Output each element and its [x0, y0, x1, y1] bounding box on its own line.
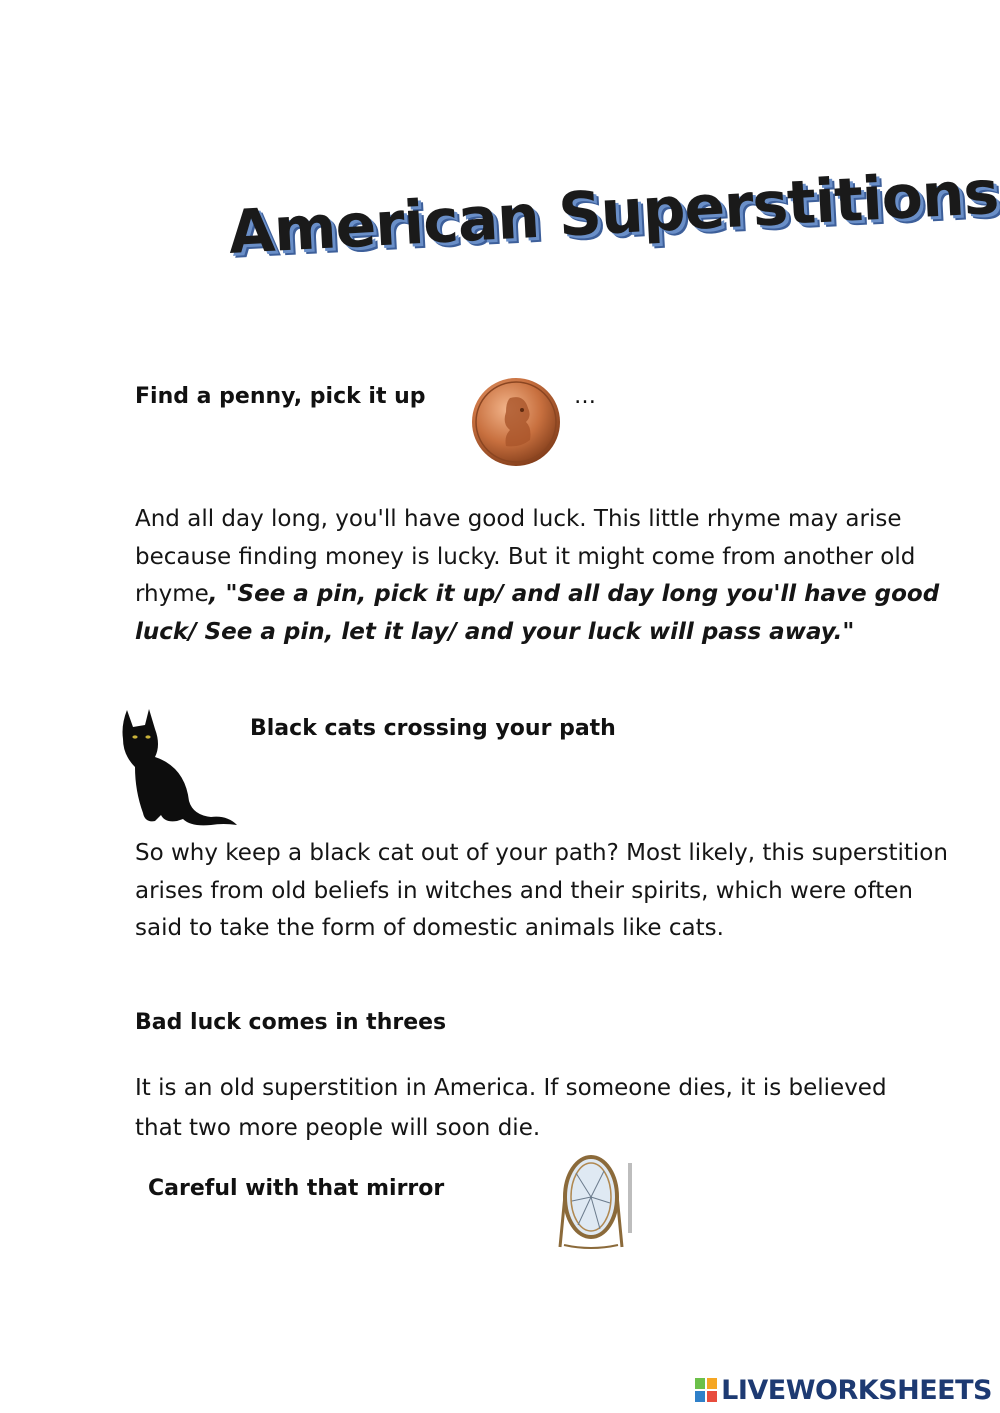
penny-ellipsis: … [574, 384, 596, 409]
threes-paragraph: It is an old superstition in America. If someone dies, it is believed that two more people will soon die. [135, 1075, 887, 1141]
threes-heading: Bad luck comes in threes [135, 1010, 447, 1035]
penny-body-text: And all day long, you'll have good luck. This little rhyme may arise because finding money is lucky. But it might come from another old rhyme [135, 506, 916, 607]
liveworksheets-brand [695, 1373, 992, 1407]
penny-heading: Find a penny, pick it up [135, 384, 426, 409]
black-cat-paragraph: So why keep a black cat out of your path? Most likely, this superstition arises from old beliefs in witches and their spirits, which were often said to take the form of domestic animals like cats. [135, 840, 948, 941]
pin-rhyme-quote: , "See a pin, pick it up/ and all day long you'll have good luck/ See a pin, let it lay/ and your luck will pass away." [135, 581, 940, 645]
black-cat-icon [115, 705, 240, 830]
penny-icon [470, 376, 562, 468]
page-title: American Superstitions [226, 157, 1000, 269]
liveworksheets-logo-icon [695, 1378, 717, 1402]
penny-paragraph [135, 501, 950, 651]
liveworksheets-label: LIVEWORKSHEETS [721, 1374, 992, 1406]
black-cat-heading: Black cats crossing your path [250, 716, 616, 741]
mirror-heading: Careful with that mirror [148, 1176, 445, 1201]
broken-mirror-icon [556, 1155, 638, 1250]
